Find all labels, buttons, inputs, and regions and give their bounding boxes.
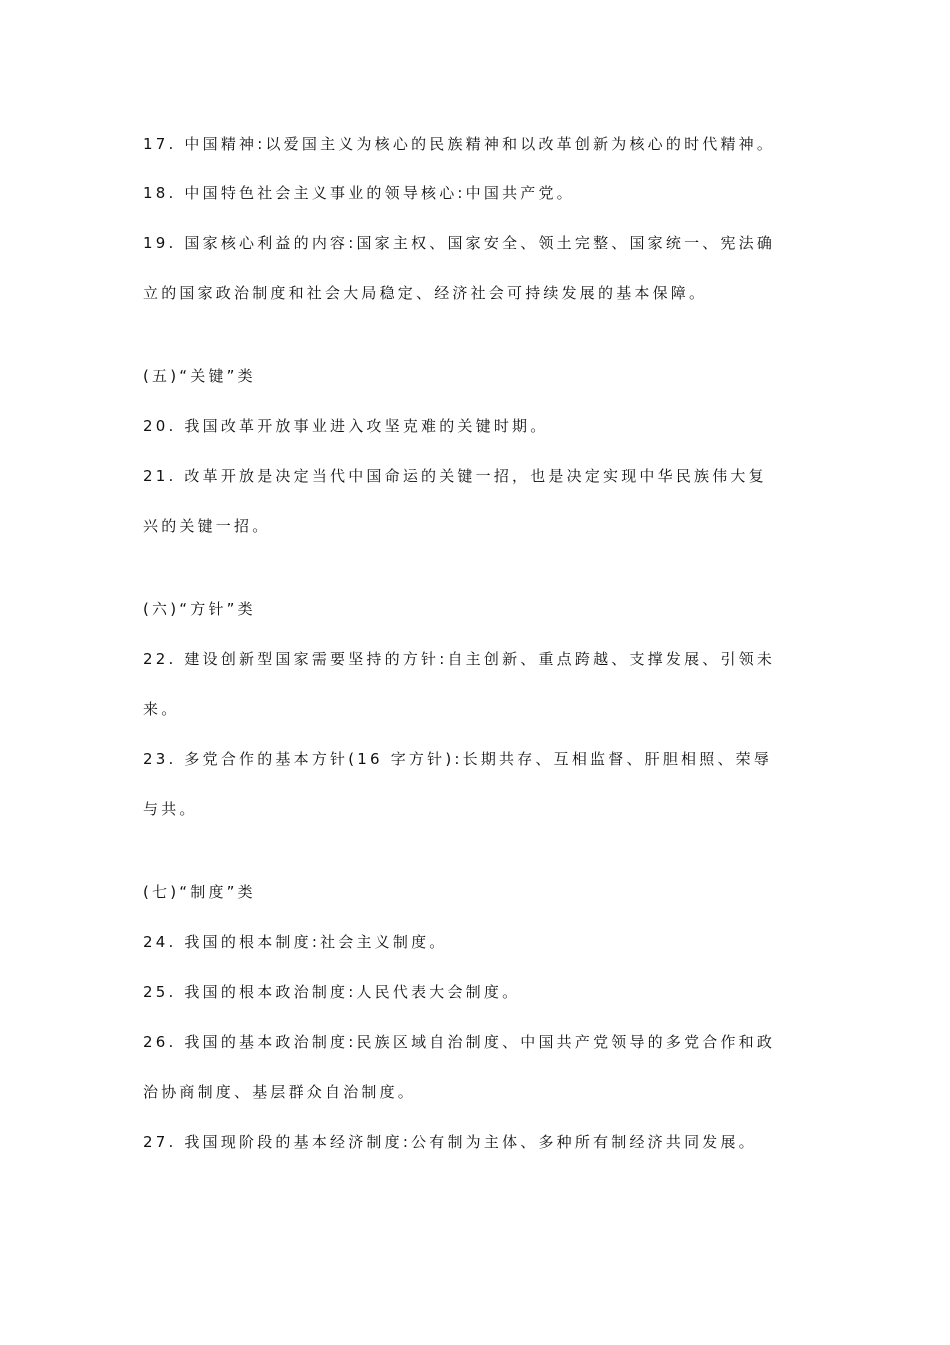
text-line-26: 26. 我国的基本政治制度:民族区域自治制度、中国共产党领导的多党合作和政 bbox=[143, 1033, 776, 1051]
text-line-22-cont: 来。 bbox=[143, 700, 180, 718]
text-line-19: 19. 国家核心利益的内容:国家主权、国家安全、领土完整、国家统一、宪法确 bbox=[143, 234, 776, 252]
text-line-23: 23. 多党合作的基本方针(16 字方针):长期共存、互相监督、肝胆相照、荣辱 bbox=[143, 750, 773, 768]
section-heading-zhidu: (七)“制度”类 bbox=[143, 883, 256, 901]
text-line-19-cont: 立的国家政治制度和社会大局稳定、经济社会可持续发展的基本保障。 bbox=[143, 284, 708, 302]
text-line-24: 24. 我国的根本制度:社会主义制度。 bbox=[143, 933, 448, 951]
text-line-18: 18. 中国特色社会主义事业的领导核心:中国共产党。 bbox=[143, 184, 575, 202]
text-line-20: 20. 我国改革开放事业进入攻坚克难的关键时期。 bbox=[143, 417, 549, 435]
text-line-21-cont: 兴的关键一招。 bbox=[143, 517, 271, 535]
text-line-26-cont: 治协商制度、基层群众自治制度。 bbox=[143, 1083, 417, 1101]
text-line-27: 27. 我国现阶段的基本经济制度:公有制为主体、多种所有制经济共同发展。 bbox=[143, 1133, 757, 1151]
text-line-21: 21. 改革开放是决定当代中国命运的关键一招，也是决定实现中华民族伟大复 bbox=[143, 467, 767, 485]
text-line-23-cont: 与共。 bbox=[143, 800, 198, 818]
text-line-22: 22. 建设创新型国家需要坚持的方针:自主创新、重点跨越、支撑发展、引领未 bbox=[143, 650, 776, 668]
section-heading-fangzhen: (六)“方针”类 bbox=[143, 600, 256, 618]
text-line-25: 25. 我国的根本政治制度:人民代表大会制度。 bbox=[143, 983, 521, 1001]
section-heading-guanjian: (五)“关键”类 bbox=[143, 367, 256, 385]
text-line-17: 17. 中国精神:以爱国主义为核心的民族精神和以改革创新为核心的时代精神。 bbox=[143, 135, 776, 153]
